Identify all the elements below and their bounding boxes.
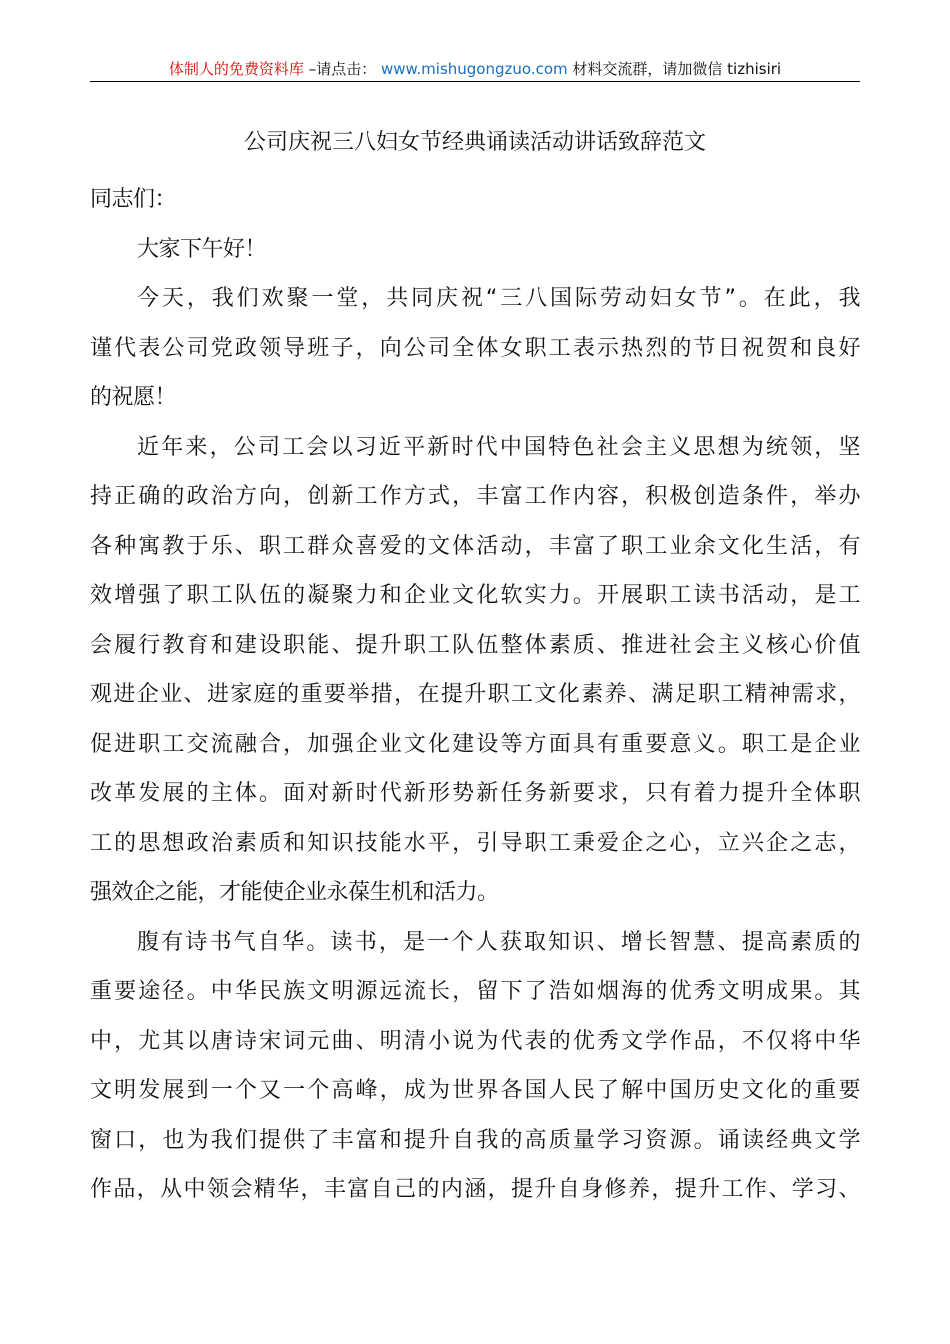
text-line: 重要途径。中华民族文明源远流长，留下了浩如烟海的优秀文明成果。其 xyxy=(90,979,860,1004)
text-line: 会履行教育和建设职能、提升职工队伍整体素质、推进社会主义核心价值 xyxy=(90,632,860,658)
text-line: 谨代表公司党政领导班子，向公司全体女职工表示热烈的节日祝贺和良好 xyxy=(90,335,860,361)
text-line: 的祝愿！ xyxy=(90,385,177,410)
text-line: 观进企业、进家庭的重要举措，在提升职工文化素养、满足职工精神需求， xyxy=(90,682,860,707)
document-title: 公司庆祝三八妇女节经典诵读活动讲话致辞范文 xyxy=(243,130,706,155)
header-prompt: –请点击： xyxy=(308,60,377,78)
text-line: 腹有诗书气自华。读书，是一个人获取知识、增长智慧、提高素质的 xyxy=(137,929,860,955)
text-line: 文明发展到一个又一个高峰，成为世界各国人民了解中国历史文化的重要 xyxy=(90,1078,860,1103)
text-line: 各种寓教于乐、职工群众喜爱的文体活动，丰富了职工业余文化生活，有 xyxy=(90,533,860,559)
text-line: 强效企之能，才能使企业永葆生机和活力。 xyxy=(90,880,499,905)
text-line: 同志们： xyxy=(90,187,177,212)
text-line: 中，尤其以唐诗宋词元曲、明清小说为代表的优秀文学作品，不仅将中华 xyxy=(90,1028,860,1054)
text-line: 工的思想政治素质和知识技能水平，引导职工秉爱企之心，立兴企之志， xyxy=(90,830,860,856)
watermark-header xyxy=(90,58,860,79)
document-body xyxy=(90,183,860,1223)
text-line: 持正确的政治方向，创新工作方式，丰富工作内容，积极创造条件，举办 xyxy=(90,484,860,509)
text-line: 今天，我们欢聚一堂，共同庆祝“三八国际劳动妇女节”。在此，我 xyxy=(137,286,860,311)
text-line: 大家下午好！ xyxy=(137,236,267,262)
text-line: 窗口，也为我们提供了丰富和提升自我的高质量学习资源。诵读经典文学 xyxy=(90,1127,860,1153)
header-note: 材料交流群，请加微信 tizhisiri xyxy=(572,60,782,78)
site-link[interactable]: www.mishugongzuo.com xyxy=(380,60,568,78)
header-divider xyxy=(90,81,860,82)
site-name: 体制人的免费资料库 xyxy=(168,60,304,78)
text-line: 效增强了职工队伍的凝聚力和企业文化软实力。开展职工读书活动，是工 xyxy=(90,583,860,608)
text-line: 促进职工交流融合，加强企业文化建设等方面具有重要意义。职工是企业 xyxy=(90,731,860,757)
text-line: 改革发展的主体。面对新时代新形势新任务新要求，只有着力提升全体职 xyxy=(90,781,860,806)
text-line: 作品，从中领会精华，丰富自己的内涵，提升自身修养，提升工作、学习、 xyxy=(90,1177,860,1202)
text-line: 近年来，公司工会以习近平新时代中国特色社会主义思想为统领，坚 xyxy=(137,434,860,460)
